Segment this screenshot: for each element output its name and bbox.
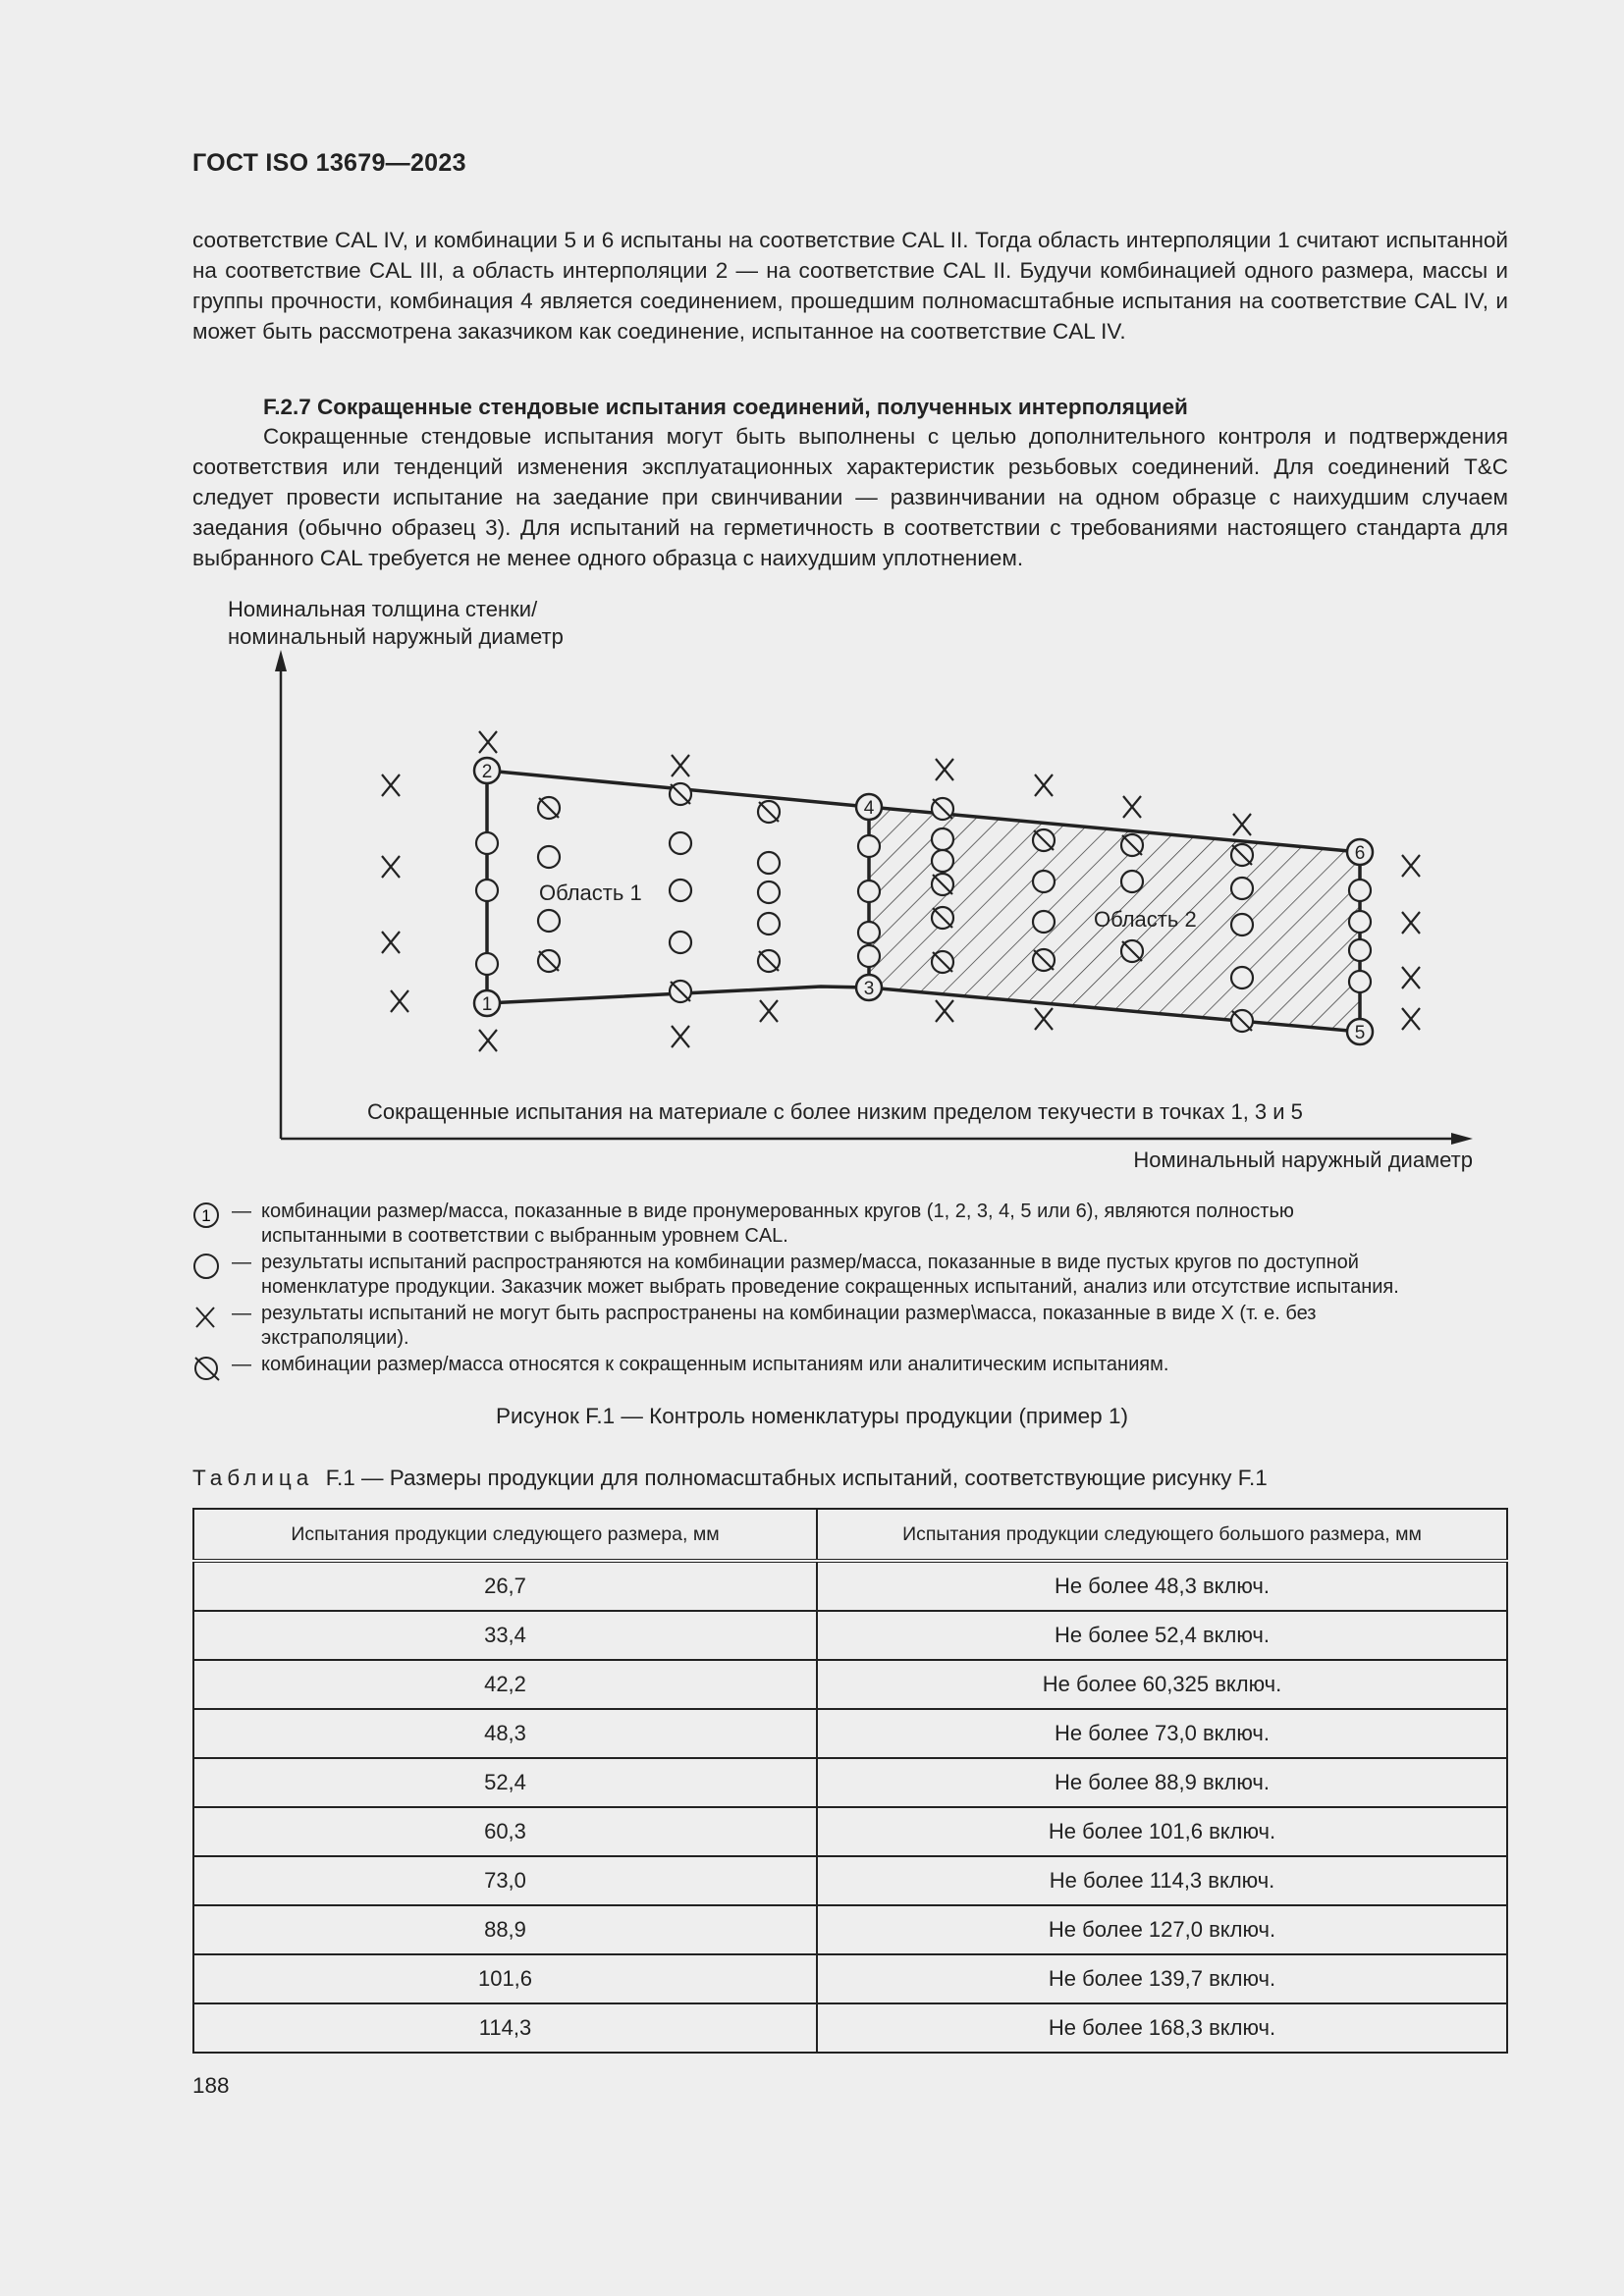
slashed-circle-marker — [932, 798, 953, 820]
slashed-circle-marker — [758, 801, 780, 823]
table-row — [193, 2003, 1507, 2053]
sizes-table — [192, 1508, 1508, 2054]
open-circle-marker — [932, 828, 953, 850]
open-circle-marker — [476, 832, 498, 854]
x-cross-marker — [391, 990, 408, 1012]
table-cell: Не более 101,6 включ. — [817, 1807, 1507, 1856]
slashed-circle-marker — [670, 981, 691, 1002]
x-cross-marker — [1402, 967, 1420, 988]
numbered-point-5 — [1347, 1019, 1373, 1044]
table-cell: 33,4 — [193, 1611, 817, 1660]
numbered-point-4 — [856, 794, 882, 820]
open-circle-marker — [758, 913, 780, 934]
slashed-circle-marker — [538, 797, 560, 819]
open-circle-marker — [858, 881, 880, 902]
open-circle-icon — [192, 1253, 226, 1282]
x-cross-marker — [1402, 1008, 1420, 1030]
body-paragraph-2: Сокращенные стендовые испытания могут быть выполнены с целью дополнительного контроля и подтверждения соответствия или тенденций изменения эксплуатационных характеристик резьбовых соединений. Для соединений T&C следует провести испытание на заедание при свинчивании — развинчивании на одном образце с наихудшим случаем заедания (обычно образец 3). Для испытаний на герметичность в соответствии с требованиями настоящего стандарта для выбранного CAL требуется не менее одного образца с наихудшим уплотнением. — [192, 424, 1508, 570]
open-circle-marker — [1349, 939, 1371, 961]
table-cell: 60,3 — [193, 1807, 817, 1856]
slashed-circle-marker — [1231, 1010, 1253, 1032]
slashed-circle-marker — [932, 951, 953, 973]
page-number: 188 — [192, 2073, 230, 2098]
x-cross-marker — [382, 932, 400, 953]
open-circle-marker — [1033, 911, 1055, 933]
x-cross-marker — [479, 731, 497, 753]
table-cell: Не более 52,4 включ. — [817, 1611, 1507, 1660]
open-circle-marker — [932, 850, 953, 872]
table-cell: 114,3 — [193, 2003, 817, 2053]
slashed-circle-marker — [670, 783, 691, 805]
slashed-circle-marker — [1231, 844, 1253, 866]
open-circle-marker — [538, 846, 560, 868]
x-cross-marker — [1402, 912, 1420, 934]
table-body — [193, 1561, 1507, 2053]
svg-text:5: 5 — [1354, 1023, 1366, 1043]
numbered-point-3 — [856, 975, 882, 1000]
slashed-circle-marker — [932, 907, 953, 929]
x-cross-marker — [936, 759, 953, 780]
open-circle-marker — [858, 945, 880, 967]
open-circle-marker — [476, 880, 498, 901]
open-circle-marker — [858, 922, 880, 943]
x-cross-marker — [760, 1000, 778, 1022]
table-cell: Не более 139,7 включ. — [817, 1954, 1507, 2003]
slashed-circle-marker — [932, 874, 953, 895]
svg-text:6: 6 — [1354, 843, 1366, 864]
table-row — [193, 1807, 1507, 1856]
bottom-note: Сокращенные испытания на материале с более низким пределом текучести в точках 1, 3 и 5 — [367, 1099, 1303, 1124]
x-cross-marker — [936, 1000, 953, 1022]
open-circle-marker — [1121, 871, 1143, 892]
open-circle-marker — [670, 932, 691, 953]
svg-text:1: 1 — [481, 994, 493, 1015]
x-cross-icon — [192, 1304, 226, 1333]
table-row — [193, 1758, 1507, 1807]
y-axis — [275, 650, 287, 1139]
slashed-circle-marker — [1121, 834, 1143, 856]
figure-caption: Рисунок F.1 — Контроль номенклатуры продукции (пример 1) — [496, 1404, 1128, 1428]
svg-text:2: 2 — [481, 762, 493, 782]
table-cell: 52,4 — [193, 1758, 817, 1807]
x-cross-marker — [672, 755, 689, 776]
x-cross-marker — [1035, 774, 1053, 796]
numbered-point-1 — [474, 990, 500, 1016]
slashed-circle-marker — [538, 950, 560, 972]
x-cross-marker — [1402, 855, 1420, 877]
open-circle-marker — [1033, 871, 1055, 892]
slashed-circle-icon — [192, 1355, 226, 1384]
section-heading: F.2.7 Сокращенные стендовые испытания соединений, полученных интерполяцией — [263, 395, 1188, 419]
open-circle-marker — [1349, 911, 1371, 933]
table-cell: 88,9 — [193, 1905, 817, 1954]
table-cell: Не более 127,0 включ. — [817, 1905, 1507, 1954]
open-circle-marker — [1231, 967, 1253, 988]
open-circle-marker — [670, 832, 691, 854]
table-cell: 101,6 — [193, 1954, 817, 2003]
open-circle-marker — [1349, 880, 1371, 901]
open-circle-marker — [858, 835, 880, 857]
x-axis-label: Номинальный наружный диаметр — [1133, 1148, 1473, 1172]
slashed-circle-marker — [1121, 940, 1143, 962]
open-circle-marker — [1231, 914, 1253, 935]
y-axis-label-line1: Номинальная толщина стенки/ — [228, 597, 538, 621]
x-cross-marker — [382, 774, 400, 796]
numbered-point-6 — [1347, 839, 1373, 865]
x-cross-marker — [672, 1026, 689, 1047]
body-paragraph-1: соответствие CAL IV, и комбинации 5 и 6 испытаны на соответствие CAL II. Тогда область интерполяции 1 считают испытанной на соответствие CAL III, а область интерполяции 2 — на соответствие CAL II. Будучи комбинацией одного размера, массы и группы прочности, комбинация 4 является соединением, прошедшим полномасштабные испытания на соответствие CAL IV, и может быть рассмотрена заказчиком как соединение, испытанное на соответствие CAL IV. — [192, 228, 1508, 344]
x-axis — [281, 1133, 1473, 1145]
table-cell: Не более 48,3 включ. — [817, 1561, 1507, 1611]
table-cell: 73,0 — [193, 1856, 817, 1905]
table-cell: Не более 114,3 включ. — [817, 1856, 1507, 1905]
table-row — [193, 1611, 1507, 1660]
table-header-row — [193, 1509, 1507, 1561]
x-cross-marker — [479, 1030, 497, 1051]
table-header-cell: Испытания продукции следующего большого размера, мм — [817, 1509, 1507, 1561]
table-cell: Не более 60,325 включ. — [817, 1660, 1507, 1709]
x-cross-marker — [1233, 814, 1251, 835]
table-row — [193, 1660, 1507, 1709]
table-cell: 26,7 — [193, 1561, 817, 1611]
table-cell: Не более 73,0 включ. — [817, 1709, 1507, 1758]
region-2-label: Область 2 — [1094, 907, 1197, 932]
slashed-circle-marker — [758, 950, 780, 972]
table-row — [193, 1561, 1507, 1611]
open-circle-marker — [538, 910, 560, 932]
open-circle-marker — [1349, 971, 1371, 992]
standard-designation: ГОСТ ISO 13679—2023 — [192, 149, 466, 177]
table-cell: Не более 168,3 включ. — [817, 2003, 1507, 2053]
numbered-circle-icon — [192, 1201, 226, 1231]
slashed-circle-marker — [1033, 829, 1055, 851]
svg-text:1: 1 — [201, 1206, 211, 1225]
table-cell: Не более 88,9 включ. — [817, 1758, 1507, 1807]
svg-text:3: 3 — [863, 979, 875, 999]
x-cross-marker — [1035, 1008, 1053, 1030]
table-caption: Таблица F.1 — Размеры продукции для полномасштабных испытаний, соответствующие рисунку F.1 — [192, 1466, 1268, 1490]
open-circle-marker — [476, 953, 498, 975]
open-circle-marker — [758, 852, 780, 874]
table-row — [193, 1905, 1507, 1954]
region-1-label: Область 1 — [539, 881, 642, 905]
table-row — [193, 1856, 1507, 1905]
table-header-cell: Испытания продукции следующего размера, мм — [193, 1509, 817, 1561]
numbered-point-2 — [474, 758, 500, 783]
table-row — [193, 1954, 1507, 2003]
svg-text:4: 4 — [863, 798, 875, 819]
x-cross-marker — [1123, 796, 1141, 818]
table-row — [193, 1709, 1507, 1758]
x-cross-marker — [382, 856, 400, 878]
y-axis-label-line2: номинальный наружный диаметр — [228, 624, 564, 649]
table-cell: 42,2 — [193, 1660, 817, 1709]
table-cell: 48,3 — [193, 1709, 817, 1758]
open-circle-marker — [758, 881, 780, 903]
open-circle-marker — [670, 880, 691, 901]
open-circle-marker — [1231, 878, 1253, 899]
slashed-circle-marker — [1033, 949, 1055, 971]
